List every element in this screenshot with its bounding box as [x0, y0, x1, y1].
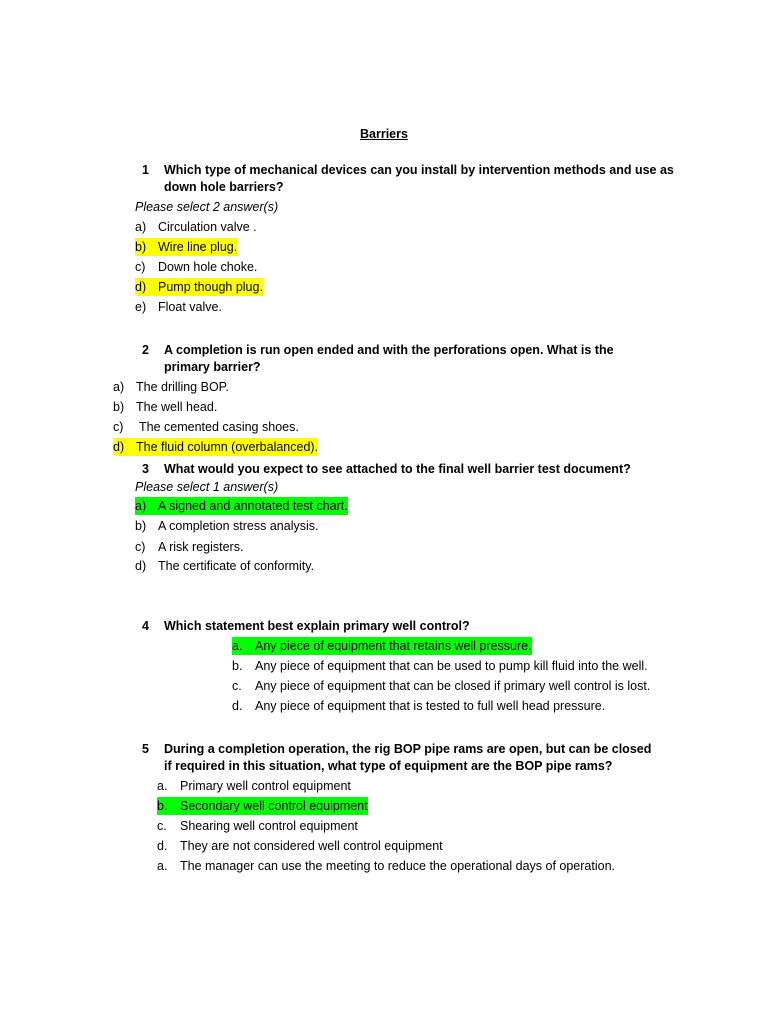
option-text: Float valve.	[158, 300, 222, 314]
option-letter: a)	[135, 499, 147, 513]
q5-option-d[interactable]	[157, 837, 443, 855]
option-letter: a)	[113, 380, 125, 394]
q5-option-c[interactable]	[157, 817, 358, 835]
q3-option-a[interactable]	[135, 497, 348, 515]
q1-instruction: Please select 2 answer(s)	[135, 200, 279, 214]
option-letter: a.	[157, 859, 168, 873]
option-letter: c.	[157, 819, 167, 833]
q3-instruction: Please select 1 answer(s)	[135, 480, 279, 494]
option-text: Any piece of equipment that can be closed if primary well control is lost.	[255, 679, 651, 693]
option-text: Circulation valve .	[158, 220, 257, 234]
q5-text-line1: During a completion operation, the rig BOP pipe rams are open, but can be closed	[164, 742, 652, 756]
option-letter: e)	[135, 300, 147, 314]
q5-number: 5	[142, 742, 149, 756]
option-letter: a.	[232, 639, 243, 653]
q2-option-b[interactable]	[113, 398, 217, 416]
option-text: The certificate of conformity.	[158, 559, 315, 573]
q4-option-b[interactable]	[232, 657, 648, 675]
option-text: The well head.	[136, 400, 218, 414]
q5-text-line2: if required in this situation, what type of equipment are the BOP pipe rams?	[164, 759, 613, 773]
q5-option-e[interactable]	[157, 857, 615, 875]
q4-option-d[interactable]	[232, 697, 605, 715]
option-letter: d)	[135, 280, 147, 294]
q5-option-b[interactable]	[157, 797, 368, 815]
q2-option-c[interactable]	[113, 418, 299, 436]
option-letter: a.	[157, 779, 168, 793]
option-text: The manager can use the meeting to reduce the operational days of operation.	[180, 859, 616, 873]
option-letter: d.	[232, 699, 243, 713]
q3-option-c[interactable]	[135, 538, 243, 556]
option-text: They are not considered well control equipment	[180, 839, 443, 853]
option-text: A signed and annotated test chart.	[158, 499, 348, 513]
q1-option-c[interactable]	[135, 258, 257, 276]
q2-text-line1: A completion is run open ended and with the perforations open. What is the	[164, 343, 614, 357]
option-letter: c)	[113, 420, 124, 434]
option-letter: c)	[135, 540, 146, 554]
option-text: A completion stress analysis.	[158, 519, 319, 533]
option-letter: b.	[232, 659, 243, 673]
option-text: Down hole choke.	[158, 260, 258, 274]
option-letter: b)	[113, 400, 125, 414]
q1-text-line1: Which type of mechanical devices can you install by intervention methods and use as	[164, 163, 674, 177]
option-text: Any piece of equipment that can be used to pump kill fluid into the well.	[255, 659, 648, 673]
q3-text-line1: What would you expect to see attached to the final well barrier test document?	[164, 462, 631, 476]
q2-text-line2: primary barrier?	[164, 360, 261, 374]
q4-number: 4	[142, 619, 149, 633]
q2-option-a[interactable]	[113, 378, 229, 396]
q4-text-line1: Which statement best explain primary well control?	[164, 619, 470, 633]
option-text: Secondary well control equipment	[180, 799, 368, 813]
option-letter: d.	[157, 839, 168, 853]
q1-option-e[interactable]	[135, 298, 222, 316]
q3-option-d[interactable]	[135, 557, 314, 575]
q4-option-a[interactable]	[232, 637, 532, 655]
q1-text-line2: down hole barriers?	[164, 180, 284, 194]
option-letter: a)	[135, 220, 147, 234]
option-text: Wire line plug.	[158, 240, 238, 254]
option-letter: c)	[135, 260, 146, 274]
option-letter: b)	[135, 240, 147, 254]
option-letter: b.	[157, 799, 168, 813]
option-letter: d)	[135, 559, 147, 573]
q1-option-b[interactable]	[135, 238, 237, 256]
option-letter: d)	[113, 440, 125, 454]
option-text: The cemented casing shoes.	[139, 420, 299, 434]
option-letter: b)	[135, 519, 147, 533]
q4-option-c[interactable]	[232, 677, 650, 695]
q2-option-d[interactable]	[113, 438, 318, 456]
q2-number: 2	[142, 343, 149, 357]
q1-option-d[interactable]	[135, 278, 263, 296]
q3-option-b[interactable]	[135, 517, 319, 535]
option-text: Any piece of equipment that is tested to full well head pressure.	[255, 699, 606, 713]
option-text: Primary well control equipment	[180, 779, 351, 793]
q1-option-a[interactable]	[135, 218, 257, 236]
option-text: The drilling BOP.	[136, 380, 229, 394]
q5-option-a[interactable]	[157, 777, 351, 795]
document-title: Barriers	[360, 127, 408, 141]
option-text: Pump though plug.	[158, 280, 263, 294]
q1-number: 1	[142, 163, 149, 177]
option-text: The fluid column (overbalanced).	[136, 440, 319, 454]
option-text: Any piece of equipment that retains well pressure.	[255, 639, 532, 653]
option-text: A risk registers.	[158, 540, 244, 554]
q3-number: 3	[142, 462, 149, 476]
option-text: Shearing well control equipment	[180, 819, 358, 833]
option-letter: c.	[232, 679, 242, 693]
